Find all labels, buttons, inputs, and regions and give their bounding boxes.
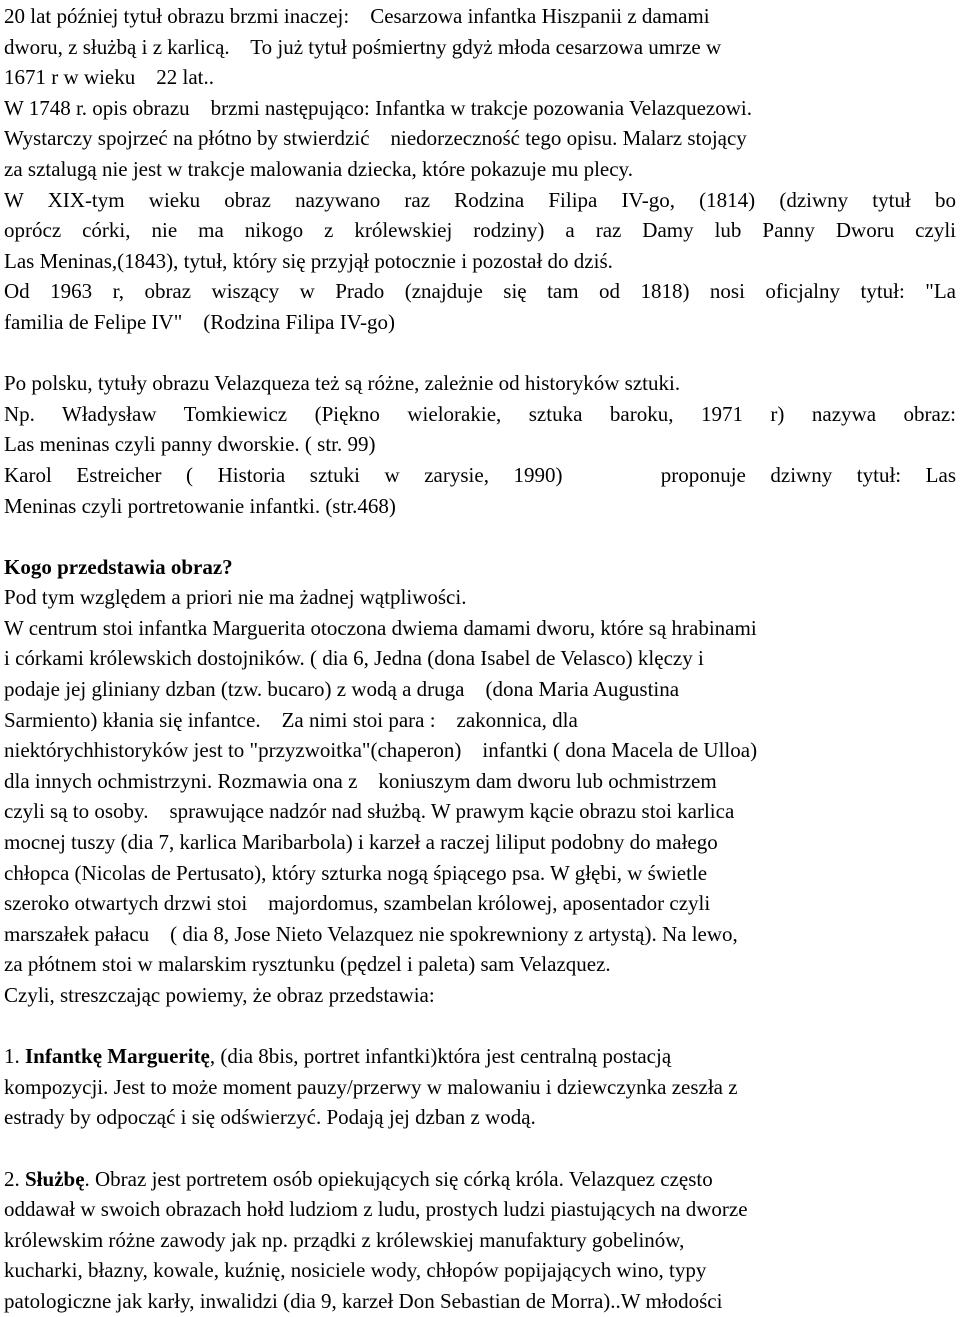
text-line: Pod tym względem a priori nie ma żadnej wątpliwości.	[4, 585, 467, 610]
paragraph-summary-intro	[4, 980, 956, 1011]
text-line: Sarmiento) kłania się infantce. Za nimi stoi para : zakonnica, dla	[4, 707, 578, 732]
list-item-servants	[4, 1164, 956, 1317]
paragraph-prado-title	[4, 276, 956, 337]
item-title: Infantkę Margueritę	[25, 1044, 210, 1069]
text-line: Wystarczy spojrzeć na płótno by stwierdzić niedorzeczność tego opisu. Malarz stojący	[4, 126, 747, 151]
text-line: marszałek pałacu ( dia 8, Jose Nieto Velazquez nie spokrewniony z artystą). Na lewo,	[4, 921, 738, 946]
text-line: podaje jej gliniany dzban (tzw. bucaro) z wodą a druga (dona Maria Augustina	[4, 677, 680, 702]
text-line: 20 lat później tytuł obrazu brzmi inaczej: Cesarzowa infantka Hiszpanii z damami	[4, 4, 710, 28]
item-number: 2.	[4, 1166, 25, 1191]
text-line	[4, 1164, 956, 1195]
text-line: niektórychhistoryków jest to "przyzwoitka"(chaperon) infantki ( dona Macela de Ulloa)	[4, 738, 758, 763]
text-line	[4, 1041, 956, 1072]
text-line: za płótnem stoi w malarskim rysztunku (pędzel i paleta) sam Velazquez.	[4, 952, 611, 977]
paragraph-title-history	[4, 1, 956, 185]
text-line: Czyli, streszczając powiemy, że obraz przedstawia:	[4, 983, 435, 1007]
text-line: W centrum stoi infantka Marguerita otoczona dwiema damami dworu, które są hrabinami	[4, 615, 757, 640]
section-heading: Kogo przedstawia obraz?	[4, 554, 233, 579]
text-line: familia de Felipe IV" (Rodzina Filipa IV-go)	[4, 309, 395, 334]
blank-line	[4, 338, 956, 369]
text-line: 1671 r w wieku 22 lat..	[4, 65, 214, 90]
list-item-infanta	[4, 1041, 956, 1133]
text-line: estrady by odpocząć i się odświerzyć. Podają jej dzban z wodą.	[4, 1105, 536, 1130]
text-line: Od 1963 r, obraz wiszący w Prado (znajduje się tam od 1818) nosi oficjalny tytuł: "La	[4, 279, 956, 304]
text-line: Po polsku, tytuły obrazu Velazqueza też są różne, zależnie od historyków sztuki.	[4, 371, 681, 396]
text-line: kompozycji. Jest to może moment pauzy/przerwy w malowaniu i dziewczynka zeszła z	[4, 1074, 738, 1099]
text-line: Las Meninas,(1843), tytuł, który się przyjął potocznie i pozostał do dziś.	[4, 248, 613, 273]
text-line: Las meninas czyli panny dworskie. ( str. 99)	[4, 432, 376, 457]
item-title: Służbę	[25, 1166, 85, 1191]
text-line: chłopca (Nicolas de Pertusato), który szturka nogą śpiącego psa. W głębi, w świetle	[4, 860, 708, 885]
text-line: oddawał w swoich obrazach hołd ludziom z ludu, prostych ludzi piastujących na dworze	[4, 1197, 748, 1222]
paragraph-no-doubt	[4, 582, 956, 613]
text-line: królewskim różne zawody jak np. prządki z królewskiej manufaktury gobelinów,	[4, 1227, 685, 1252]
text-line: patologiczne jak karły, inwalidzi (dia 9, karzeł Don Sebastian de Morra)..W młodości	[4, 1288, 723, 1313]
paragraph-estreicher	[4, 460, 956, 521]
item-text: . Obraz jest portretem osób opiekujących się córką króla. Velazquez często	[84, 1166, 713, 1191]
text-line: Meninas czyli portretowanie infantki. (str.468)	[4, 493, 396, 518]
text-line: W XIX-tym wieku obraz nazywano raz Rodzina Filipa IV-go, (1814) (dziwny tytuł bo	[4, 187, 956, 212]
paragraph-polish-titles	[4, 368, 956, 399]
text-line: i córkami królewskich dostojników. ( dia 6, Jedna (dona Isabel de Velasco) klęczy i	[4, 646, 704, 671]
item-number: 1.	[4, 1044, 25, 1069]
text-line: za sztalugą nie jest w trakcje malowania dziecka, które pokazuje mu plecy.	[4, 156, 633, 181]
blank-line	[4, 521, 956, 552]
text-line: czyli są to osoby. sprawujące nadzór nad służbą. W prawym kącie obrazu stoi karlica	[4, 799, 735, 824]
paragraph-nineteenth-century	[4, 185, 956, 277]
text-line: oprócz córki, nie ma nikogo z królewskiej rodziny) a raz Damy lub Panny Dworu czyli	[4, 218, 956, 243]
text-line: Karol Estreicher ( Historia sztuki w zarysie, 1990) proponuje dziwny tytuł: Las	[4, 462, 956, 487]
text-line: dworu, z służbą i z karlicą. To już tytuł pośmiertny gdyż młoda cesarzowa umrze w	[4, 34, 722, 59]
text-line: W 1748 r. opis obrazu brzmi następująco: Infantka w trakcje pozowania Velazquezowi.	[4, 95, 752, 120]
document-page	[4, 1, 956, 1317]
text-line: kucharki, błazny, kowale, kuźnię, nosiciele wody, chłopów popijających wino, typy	[4, 1258, 707, 1283]
blank-line	[4, 1011, 956, 1042]
paragraph-description	[4, 613, 956, 980]
text-line: Np. Władysław Tomkiewicz (Piękno wielorakie, sztuka baroku, 1971 r) nazywa obraz:	[4, 401, 956, 426]
blank-line	[4, 1133, 956, 1164]
text-line: szeroko otwartych drzwi stoi majordomus, szambelan królowej, aposentador czyli	[4, 891, 711, 916]
text-line: dla innych ochmistrzyni. Rozmawia ona z koniuszym dam dworu lub ochmistrzem	[4, 768, 717, 793]
text-line: mocnej tuszy (dia 7, karlica Maribarbola) i karzeł a raczej liliput podobny do małego	[4, 830, 718, 855]
item-text: , (dia 8bis, portret infantki)która jest centralną postacją	[209, 1044, 672, 1069]
paragraph-tomkiewicz	[4, 399, 956, 460]
